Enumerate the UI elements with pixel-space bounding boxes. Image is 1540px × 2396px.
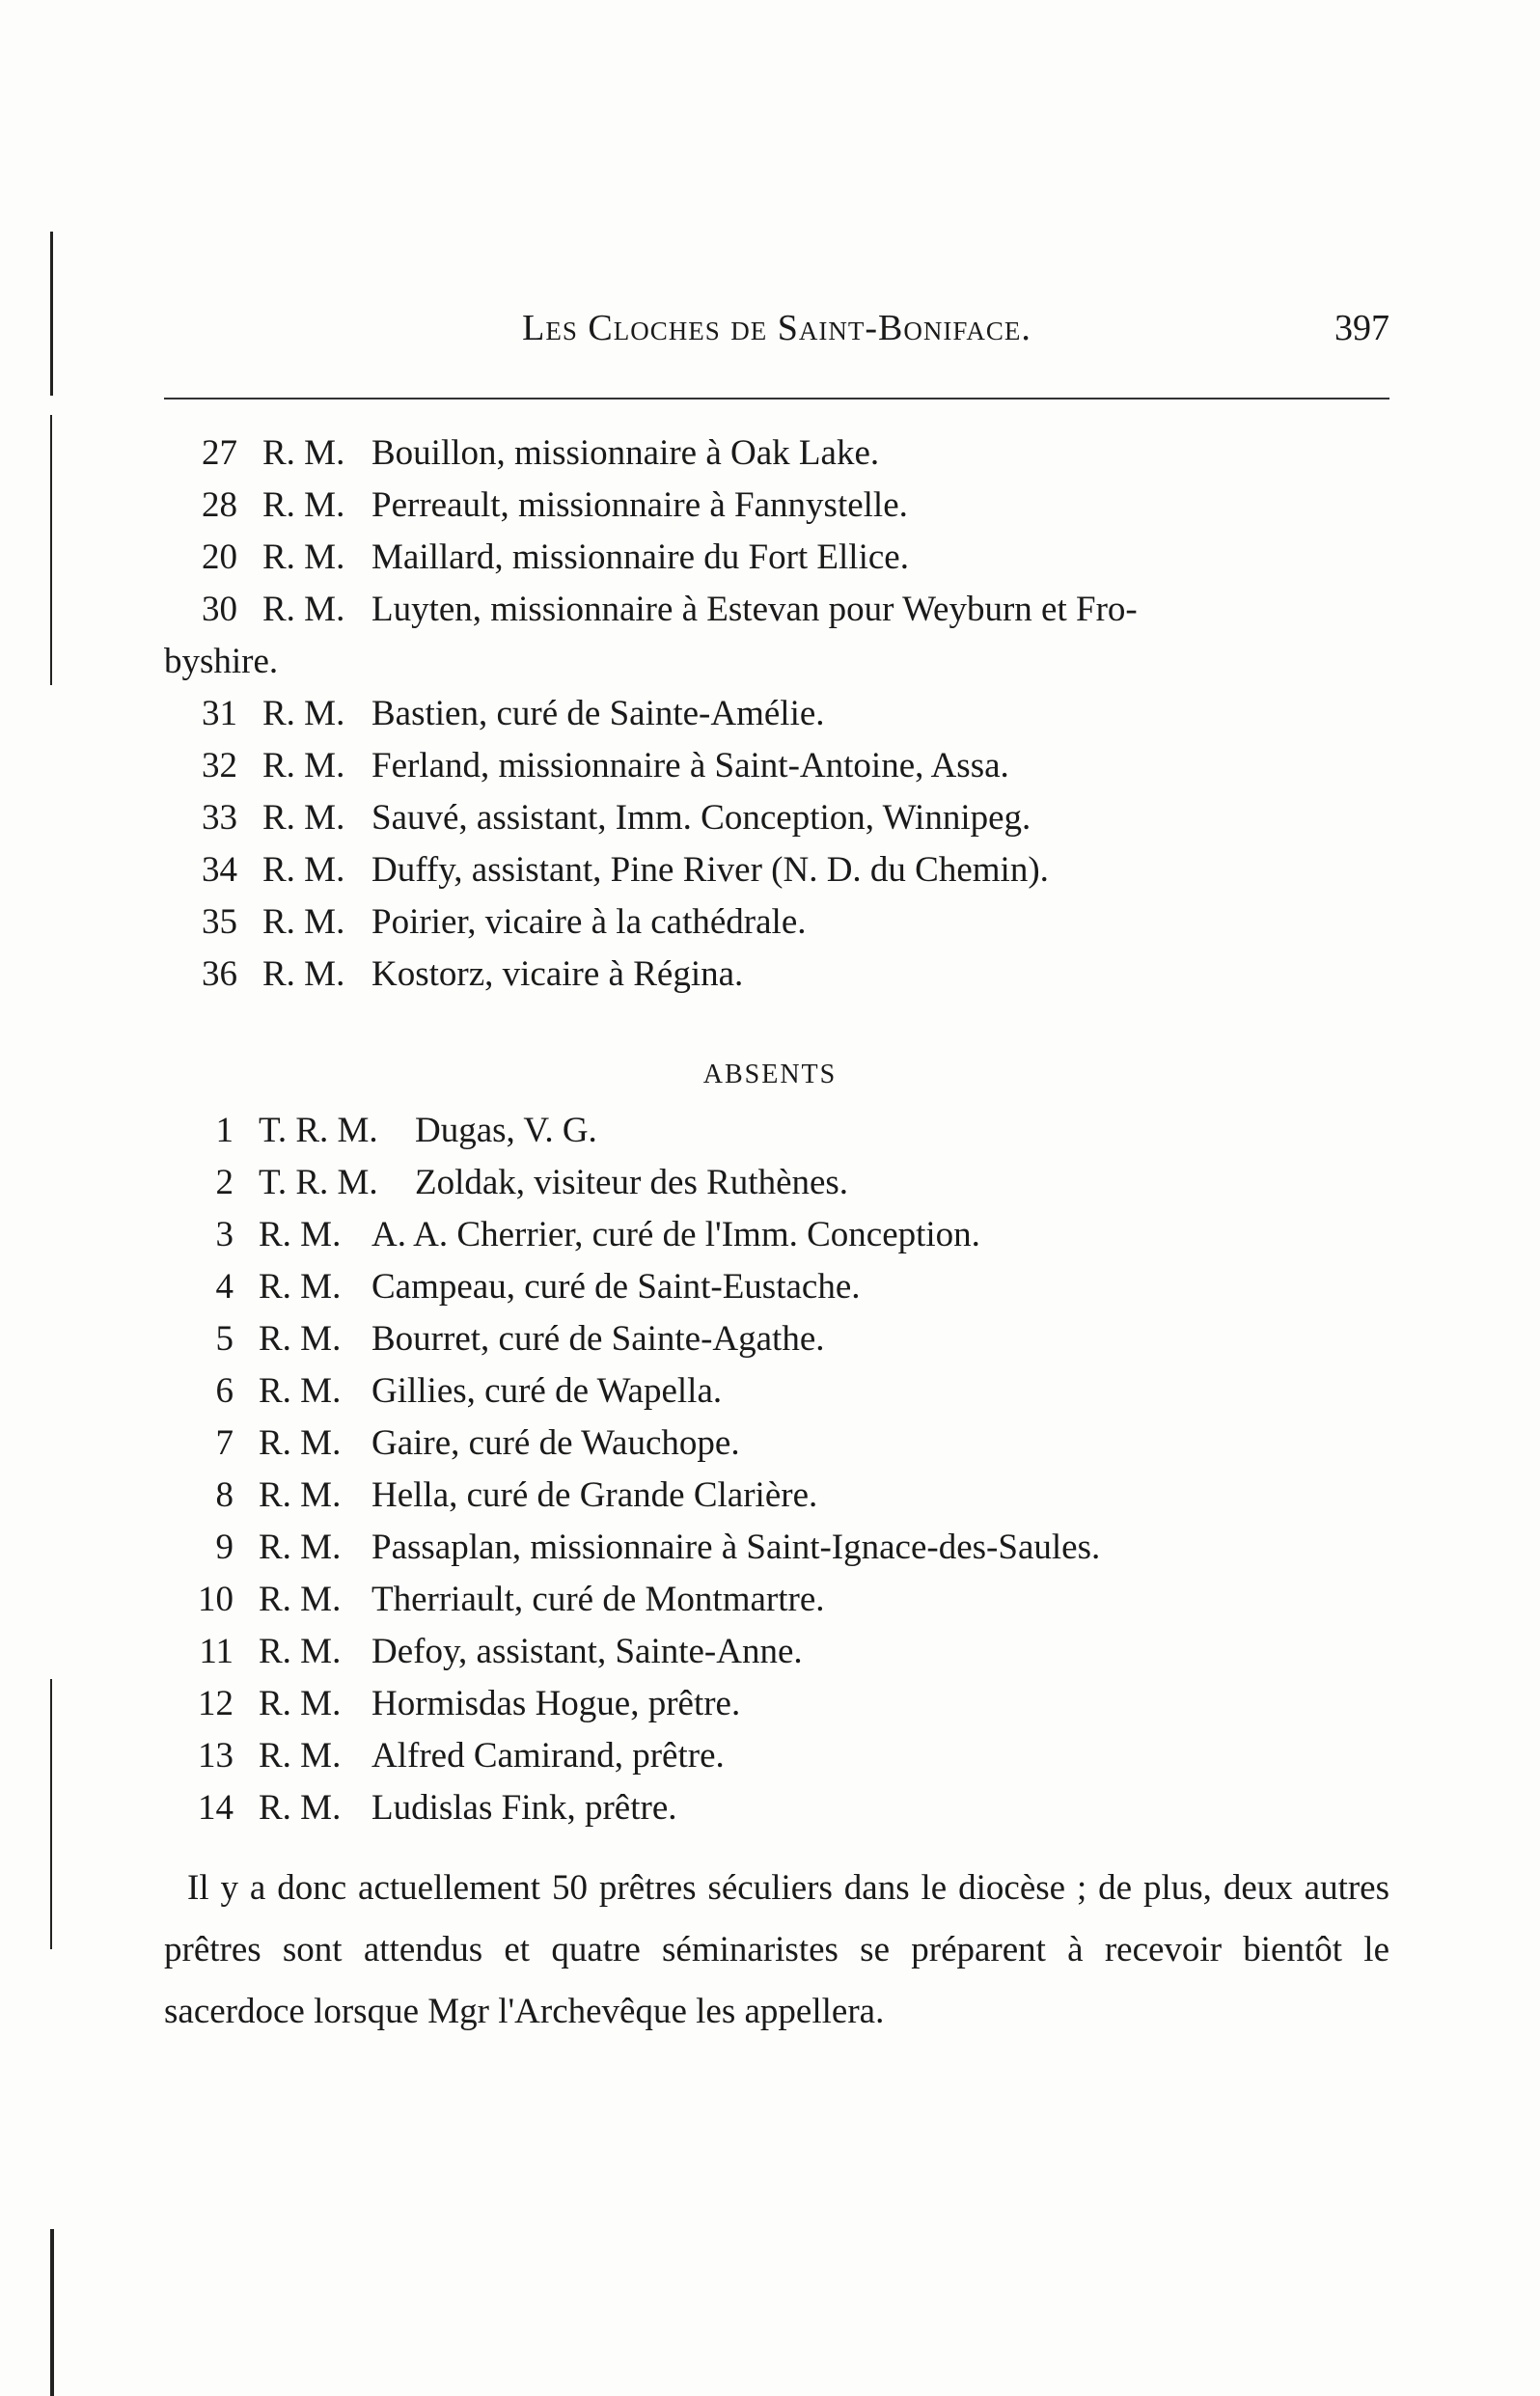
closing-paragraph: Il y a donc actuellement 50 prêtres séculiers dans le diocèse ; de plus, deux autres prêtres sont attendus et quatre séminaristes se préparent à recevoir bientôt le sacerdoce lorsque Mgr l'Archevêque les appellera. xyxy=(164,1868,1389,2031)
item-number: 13 xyxy=(198,1736,234,1776)
item-number: 33 xyxy=(202,798,237,838)
item-number: 30 xyxy=(202,590,237,629)
item-text: Bouillon, missionnaire à Oak Lake. xyxy=(371,433,880,473)
item-number: 31 xyxy=(202,694,237,733)
item-text: Hella, curé de Grande Clarière. xyxy=(371,1475,818,1515)
item-text: A. A. Cherrier, curé de l'Imm. Conception. xyxy=(371,1215,980,1254)
item-number: 6 xyxy=(215,1371,234,1411)
item-text: Maillard, missionnaire du Fort Ellice. xyxy=(371,537,909,577)
item-number: 20 xyxy=(202,537,237,577)
item-number: 10 xyxy=(198,1580,234,1619)
item-title: R. M. xyxy=(259,1736,342,1776)
item-number: 27 xyxy=(202,433,237,473)
item-text: Perreault, missionnaire à Fannystelle. xyxy=(371,485,908,525)
item-title: T. R. M. xyxy=(259,1163,378,1202)
item-text: Ludislas Fink, prêtre. xyxy=(371,1788,677,1828)
item-text: Dugas, V. G. xyxy=(415,1111,597,1150)
item-number: 1 xyxy=(215,1111,234,1150)
item-text: Defoy, assistant, Sainte-Anne. xyxy=(371,1632,803,1671)
item-title: R. M. xyxy=(262,485,345,525)
item-number: 9 xyxy=(215,1528,234,1567)
item-text: Campeau, curé de Saint-Eustache. xyxy=(371,1267,861,1307)
item-number: 3 xyxy=(215,1215,234,1254)
item-title: R. M. xyxy=(259,1319,342,1359)
item-text: Poirier, vicaire à la cathédrale. xyxy=(371,902,807,942)
item-title: R. M. xyxy=(262,537,345,577)
running-title: Les Cloches de Saint-Boniface. xyxy=(522,308,1031,348)
page-header xyxy=(164,307,1389,365)
item-title: R. M. xyxy=(259,1215,342,1254)
item-title: R. M. xyxy=(262,433,345,473)
item-number: 14 xyxy=(198,1788,234,1828)
item-title: R. M. xyxy=(259,1528,342,1567)
scan-margin-mark xyxy=(50,2229,54,2396)
item-title: R. M. xyxy=(262,954,345,994)
item-number: 32 xyxy=(202,746,237,785)
scan-margin-mark xyxy=(50,415,52,685)
item-title: R. M. xyxy=(259,1684,342,1723)
item-text: Duffy, assistant, Pine River (N. D. du Chemin). xyxy=(371,850,1049,890)
item-text: Gaire, curé de Wauchope. xyxy=(371,1423,740,1463)
item-title: R. M. xyxy=(262,902,345,942)
item-number: 28 xyxy=(202,485,237,525)
item-number: 2 xyxy=(215,1163,234,1202)
item-title: R. M. xyxy=(259,1371,342,1411)
item-number: 5 xyxy=(215,1319,234,1359)
item-title: R. M. xyxy=(262,850,345,890)
item-number: 8 xyxy=(215,1475,234,1515)
item-number: 7 xyxy=(215,1423,234,1463)
item-title: R. M. xyxy=(262,798,345,838)
item-text: Bastien, curé de Sainte-Amélie. xyxy=(371,694,825,733)
item-number: 4 xyxy=(215,1267,234,1307)
item-number: 34 xyxy=(202,850,237,890)
item-text: Gillies, curé de Wapella. xyxy=(371,1371,723,1411)
item-number: 36 xyxy=(202,954,237,994)
header-rule xyxy=(164,398,1389,399)
item-number: 11 xyxy=(199,1632,234,1671)
item-text: Hormisdas Hogue, prêtre. xyxy=(371,1684,741,1723)
item-number: 12 xyxy=(198,1684,234,1723)
item-title: R. M. xyxy=(262,746,345,785)
absents-heading: ABSENTS xyxy=(702,1060,838,1089)
item-title: R. M. xyxy=(259,1423,342,1463)
item-text: Ferland, missionnaire à Saint-Antoine, Assa. xyxy=(371,746,1009,785)
item-title: R. M. xyxy=(259,1475,342,1515)
item-text: Bourret, curé de Sainte-Agathe. xyxy=(371,1319,825,1359)
item-title: R. M. xyxy=(262,694,345,733)
item-title: T. R. M. xyxy=(259,1111,378,1150)
item-text: Sauvé, assistant, Imm. Conception, Winnipeg. xyxy=(371,798,1031,838)
item-text: Alfred Camirand, prêtre. xyxy=(371,1736,725,1776)
list-item-continuation: byshire. xyxy=(164,642,279,681)
item-number: 35 xyxy=(202,902,237,942)
item-title: R. M. xyxy=(262,590,345,629)
item-text: Therriault, curé de Montmartre. xyxy=(371,1580,825,1619)
item-text: Kostorz, vicaire à Régina. xyxy=(371,954,744,994)
item-title: R. M. xyxy=(259,1267,342,1307)
page-number: 397 xyxy=(1334,308,1389,348)
scan-margin-mark xyxy=(50,1679,52,1949)
item-title: R. M. xyxy=(259,1580,342,1619)
scan-margin-mark xyxy=(50,232,53,396)
item-text: Passaplan, missionnaire à Saint-Ignace-des-Saules. xyxy=(371,1528,1101,1567)
item-text: Zoldak, visiteur des Ruthènes. xyxy=(415,1163,849,1202)
item-title: R. M. xyxy=(259,1632,342,1671)
item-text: Luyten, missionnaire à Estevan pour Weyburn et Fro- xyxy=(371,590,1138,629)
item-title: R. M. xyxy=(259,1788,342,1828)
